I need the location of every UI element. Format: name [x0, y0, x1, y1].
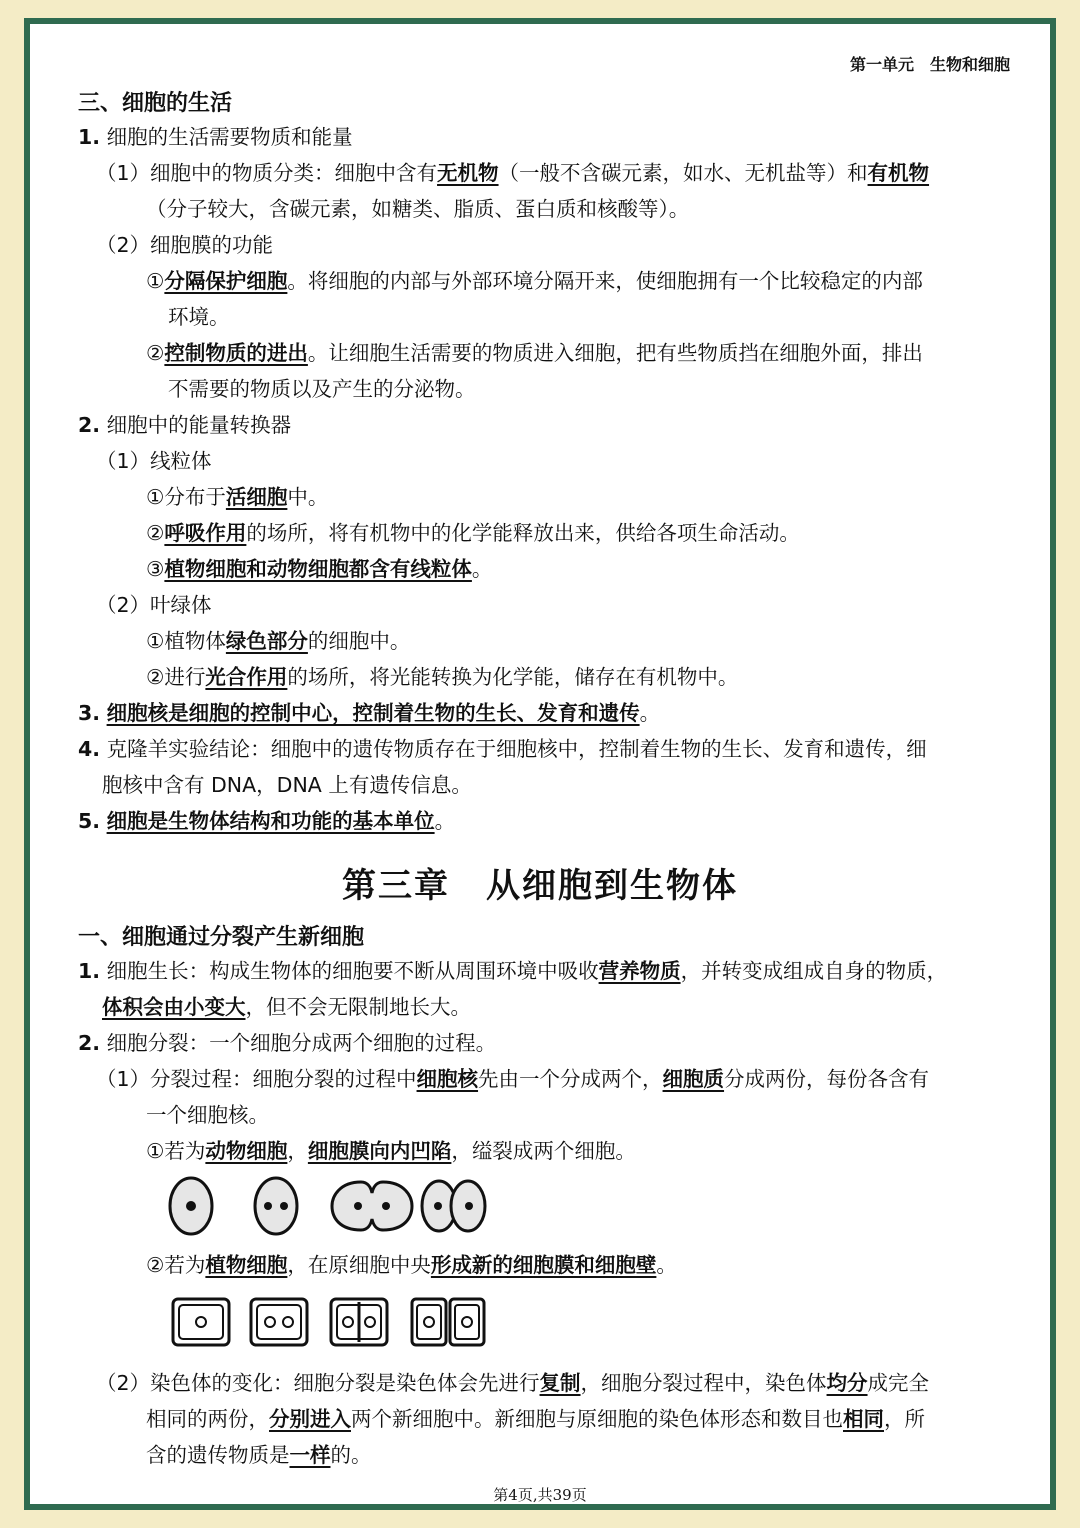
unit-header: 第一单元 生物和细胞 [849, 55, 1010, 74]
division-definition: 2. 细胞分裂：一个细胞分成两个细胞的过程。 [78, 1031, 497, 1055]
point-2: 2. 细胞中的能量转换器 [78, 413, 292, 437]
animal-cell-stage-4 [422, 1181, 485, 1231]
mitochondria-2: ②呼吸作用的场所，将有机物中的化学能释放出来，供给各项生命活动。 [146, 521, 800, 545]
page-number: 第4页,共39页 [493, 1486, 587, 1504]
membrane-function-2: ②控制物质的进出。让细胞生活需要的物质进入细胞，把有些物质挡在细胞外面，排出 [146, 341, 923, 365]
point-5: 5. 细胞是生物体结构和功能的基本单位。 [78, 809, 456, 833]
mitochondria-1: ①分布于活细胞中。 [146, 485, 329, 509]
plant-cell-stage-3 [331, 1299, 387, 1345]
plant-division: ②若为植物细胞，在原细胞中央形成新的细胞膜和细胞壁。 [146, 1253, 677, 1277]
section-title-cell-life: 三、细胞的生活 [78, 91, 233, 116]
chloroplast-title: （2）叶绿体 [96, 593, 212, 617]
chapter-title: 第三章 从细胞到生物体 [342, 866, 738, 906]
animal-division: ①若为动物细胞，细胞膜向内凹陷，缢裂成两个细胞。 [146, 1139, 636, 1163]
chromosome-change-2: 相同的两份，分别进入两个新细胞中。新细胞与原细胞的染色体形态和数目也相同，所 [146, 1407, 925, 1431]
mitochondria-title: （1）线粒体 [96, 449, 212, 473]
plant-cell-stage-1 [173, 1299, 229, 1345]
point-3: 3. 细胞核是细胞的控制中心，控制着生物的生长、发育和遗传。 [78, 701, 661, 725]
plant-cell-division-illustration [168, 1294, 498, 1352]
mitochondria-3: ③植物细胞和动物细胞都含有线粒体。 [146, 557, 493, 581]
growth-line-1: 1. 细胞生长：构成生物体的细胞要不断从周围环境中吸收营养物质，并转变成组成自身的物质， [78, 959, 948, 983]
plant-cell-stage-2 [251, 1299, 307, 1345]
membrane-function-title: （2）细胞膜的功能 [96, 233, 274, 257]
chloroplast-1: ①植物体绿色部分的细胞中。 [146, 629, 411, 653]
plant-cell-stage-4 [412, 1299, 484, 1345]
chloroplast-2: ②进行光合作用的场所，将光能转换为化学能，储存在有机物中。 [146, 665, 739, 689]
membrane-function-2-cont: 不需要的物质以及产生的分泌物。 [168, 377, 476, 401]
point-4: 4. 克隆羊实验结论：细胞中的遗传物质存在于细胞核中，控制着生物的生长、发育和遗传，细 [78, 737, 927, 761]
division-process: （1）分裂过程：细胞分裂的过程中细胞核先由一个分成两个，细胞质分成两份，每份各含有 [96, 1067, 930, 1091]
growth-line-2: 体积会由小变大，但不会无限制地长大。 [102, 995, 471, 1019]
section-title-cell-division: 一、细胞通过分裂产生新细胞 [78, 925, 365, 950]
membrane-function-1-cont: 环境。 [168, 305, 230, 329]
animal-cell-stage-2 [255, 1178, 297, 1234]
point-1: 1. 细胞的生活需要物质和能量 [78, 125, 353, 149]
animal-cell-stage-1 [170, 1178, 212, 1234]
point-4-cont: 胞核中含有 DNA，DNA 上有遗传信息。 [102, 773, 472, 797]
animal-cell-stage-3 [332, 1182, 412, 1230]
animal-cell-division-illustration [160, 1172, 500, 1240]
chromosome-change-1: （2）染色体的变化：细胞分裂是染色体会先进行复制，细胞分裂过程中，染色体均分成完全 [96, 1371, 930, 1395]
membrane-function-1: ①分隔保护细胞。将细胞的内部与外部环境分隔开来，使细胞拥有一个比较稳定的内部 [146, 269, 923, 293]
chromosome-change-3: 含的遗传物质是一样的。 [146, 1443, 372, 1467]
division-process-cont: 一个细胞核。 [146, 1103, 269, 1127]
substance-classification-cont: （分子较大，含碳元素，如糖类、脂质、蛋白质和核酸等）。 [146, 197, 690, 221]
substance-classification: （1）细胞中的物质分类：细胞中含有无机物（一般不含碳元素，如水、无机盐等）和有机物 [96, 161, 930, 185]
